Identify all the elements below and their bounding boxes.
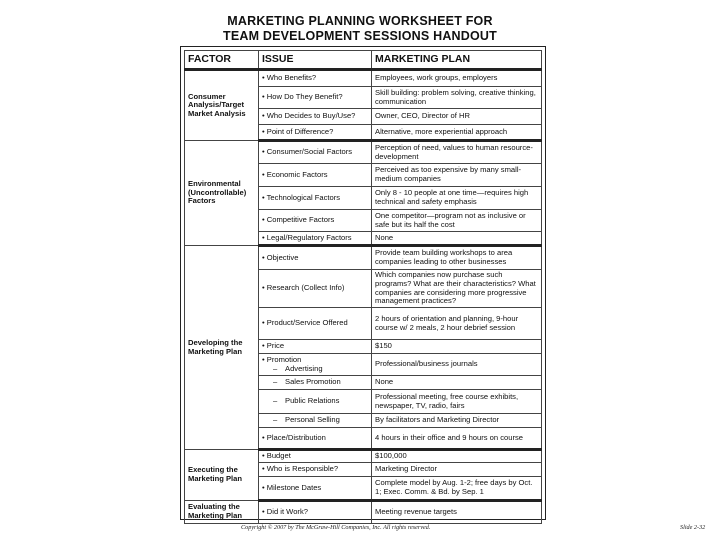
plan-cell: $150 [372, 340, 542, 354]
plan-cell: 4 hours in their office and 9 hours on course [372, 428, 542, 450]
factor-environmental: Environmental (Uncontrollable) Factors [185, 141, 259, 246]
plan-cell: One competitor—program not as inclusive or safe but its half the cost [372, 210, 542, 232]
issue-cell: • Economic Factors [259, 164, 372, 187]
issue-cell: • How Do They Benefit? [259, 87, 372, 109]
plan-cell: None [372, 376, 542, 390]
factor-executing-plan: Executing the Marketing Plan [185, 450, 259, 501]
plan-cell: Professional meeting, free course exhibits, newspaper, TV, radio, fairs [372, 390, 542, 414]
issue-cell: • Research (Collect Info) [259, 270, 372, 308]
issue-cell: • Did it Work? [259, 501, 372, 524]
issue-cell: • Who Benefits? [259, 70, 372, 87]
dash-mark: – [273, 363, 278, 373]
header-marketing-plan: MARKETING PLAN [372, 51, 542, 70]
factor-developing-plan: Developing the Marketing Plan [185, 246, 259, 450]
plan-cell: Owner, CEO, Director of HR [372, 109, 542, 125]
plan-cell: None [372, 232, 542, 246]
copyright-notice: Copyright © 2007 by The McGraw-Hill Companies, Inc. All rights reserved. [241, 524, 431, 531]
plan-cell: Employees, work groups, employers [372, 70, 542, 87]
issue-cell: • Budget [259, 450, 372, 463]
promotion-label: • Promotion [262, 354, 302, 364]
slide-number: Slide 2-32 [680, 524, 706, 531]
issue-cell: • Point of Difference? [259, 125, 372, 141]
public-relations-label: Public Relations [285, 396, 340, 406]
sales-promotion-label: Sales Promotion [285, 377, 341, 387]
issue-cell: • Who is Responsible? [259, 463, 372, 477]
issue-cell [259, 376, 372, 390]
issue-cell: • Consumer/Social Factors [259, 141, 372, 164]
plan-cell: Perceived as too expensive by many small-medium companies [372, 164, 542, 187]
plan-cell: Alternative, more experiential approach [372, 125, 542, 141]
plan-cell: Which companies now purchase such programs? What are their characteristics? What companies are considering more progressive management practices? [372, 270, 542, 308]
issue-cell: • Competitive Factors [259, 210, 372, 232]
issue-cell-promotion [259, 354, 372, 376]
plan-cell: Provide team building workshops to area companies leading to other businesses [372, 246, 542, 270]
factor-consumer-analysis: Consumer Analysis/Target Market Analysis [185, 70, 259, 141]
title-line-1: MARKETING PLANNING WORKSHEET FOR [227, 14, 493, 28]
plan-cell: Meeting revenue targets [372, 501, 542, 524]
plan-cell: 2 hours of orientation and planning, 9-hour course w/ 2 meals, 2 hour debrief session [372, 308, 542, 340]
plan-cell: By facilitators and Marketing Director [372, 414, 542, 428]
issue-cell: • Objective [259, 246, 372, 270]
issue-cell [259, 390, 372, 414]
issue-cell: • Milestone Dates [259, 477, 372, 501]
worksheet-title [0, 14, 720, 44]
plan-cell: $100,000 [372, 450, 542, 463]
issue-cell: • Legal/Regulatory Factors [259, 232, 372, 246]
plan-cell: Skill building: problem solving, creative thinking, communication [372, 87, 542, 109]
issue-cell: • Price [259, 340, 372, 354]
header-issue: ISSUE [259, 51, 372, 70]
plan-cell: Professional/business journals [372, 354, 542, 376]
plan-cell: Perception of need, values to human resource-development [372, 141, 542, 164]
dash-mark: – [273, 377, 278, 387]
issue-cell: • Technological Factors [259, 187, 372, 210]
title-line-2: TEAM DEVELOPMENT SESSIONS HANDOUT [223, 29, 497, 43]
plan-cell: Only 8 - 10 people at one time—requires high technical and safety emphasis [372, 187, 542, 210]
issue-cell [259, 414, 372, 428]
personal-selling-label: Personal Selling [285, 415, 340, 425]
issue-cell: • Who Decides to Buy/Use? [259, 109, 372, 125]
advertising-label: Advertising [285, 363, 323, 373]
plan-cell: Complete model by Aug. 1-2; free days by Oct. 1; Exec. Comm. & Bd. by Sep. 1 [372, 477, 542, 501]
worksheet-frame [180, 46, 546, 520]
plan-cell: Marketing Director [372, 463, 542, 477]
issue-cell: • Product/Service Offered [259, 308, 372, 340]
header-factor: FACTOR [185, 51, 259, 70]
issue-cell: • Place/Distribution [259, 428, 372, 450]
dash-mark: – [273, 396, 278, 406]
dash-mark: – [273, 415, 278, 425]
factor-evaluating-plan: Evaluating the Marketing Plan [185, 501, 259, 524]
worksheet-table [184, 50, 542, 524]
